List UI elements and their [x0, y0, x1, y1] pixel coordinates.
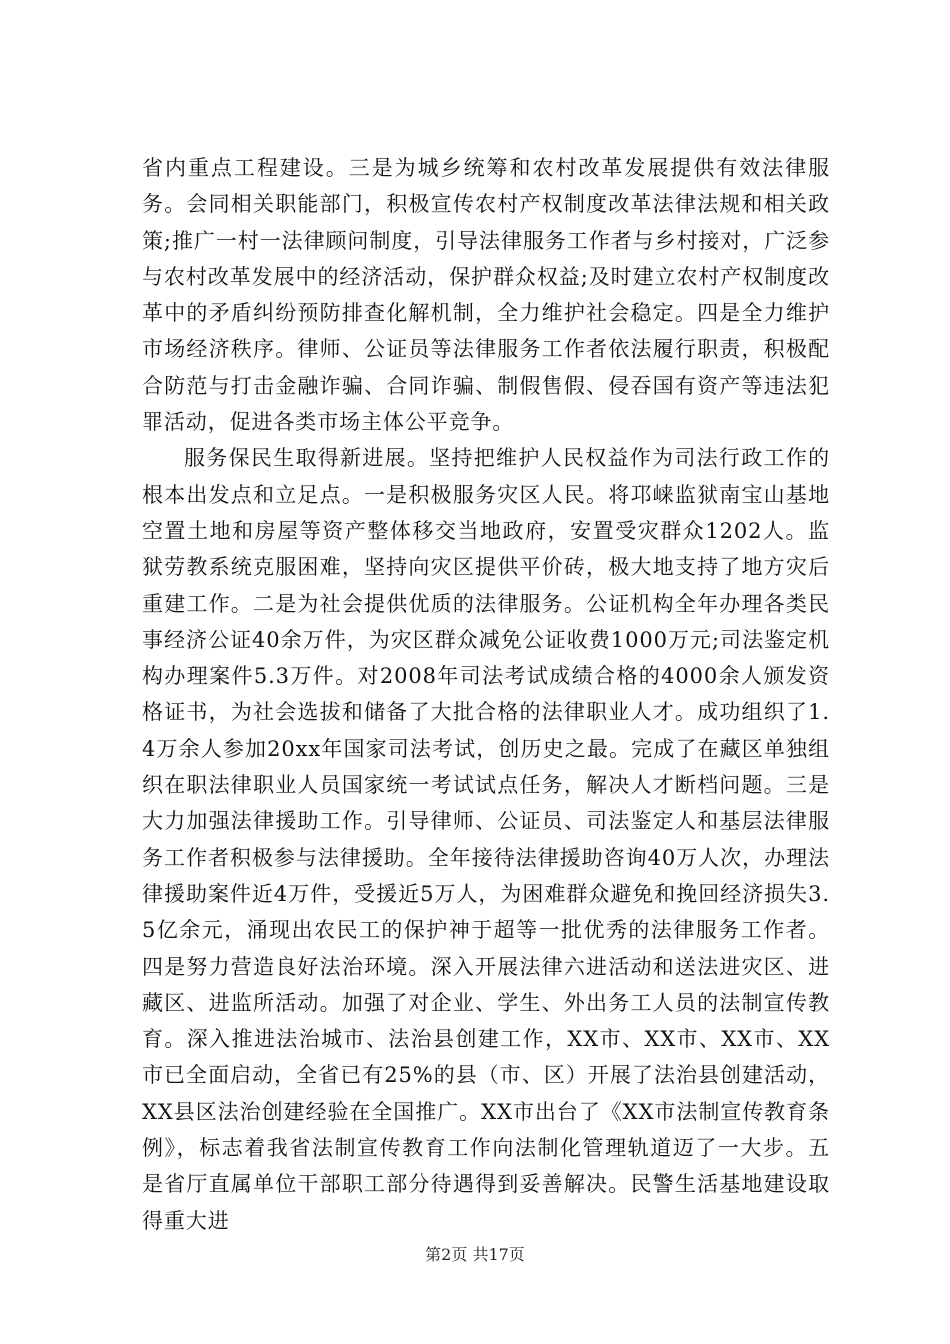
paragraph-1: 省内重点工程建设。三是为城乡统筹和农村改革发展提供有效法律服务。会同相关职能部门，积极宣传农村产权制度改革法律法规和相关政策;推广一村一法律顾问制度，引导法律服务工作者与乡村接对，广泛参与农村改革发展中的经济活动，保护群众权益;及时建立农村产权制度改革中的矛盾纠纷预防排查化解机制，全力维护社会稳定。四是全力维护市场经济秩序。律师、公证员等法律服务工作者依法履行职责，积极配合防范与打击金融诈骗、合同诈骗、制假售假、侵吞国有资产等违法犯罪活动，促进各类市场主体公平竞争。 — [142, 156, 830, 435]
page-number: 第2页 共17页 — [425, 1245, 525, 1264]
page-footer — [0, 1245, 950, 1265]
paragraph-2: 服务保民生取得新进展。坚持把维护人民权益作为司法行政工作的根本出发点和立足点。一是积极服务灾区人民。将邛崃监狱南宝山基地空置土地和房屋等资产整体移交当地政府，安置受灾群众1202人。监狱劳教系统克服困难，坚持向灾区提供平价砖，极大地支持了地方灾后重建工作。二是为社会提供优质的法律服务。公证机构全年办理各类民事经济公证40余万件，为灾区群众减免公证收费1000万元;司法鉴定机构办理案件5.3万件。对2008年司法考试成绩合格的4000余人颁发资格证书，为社会选拔和储备了大批合格的法律职业人才。成功组织了1.4万余人参加20xx年国家司法考试，创历史之最。完成了在藏区单独组织在职法律职业人员国家统一考试试点任务，解决人才断档问题。三是大力加强法律援助工作。引导律师、公证员、司法鉴定人和基层法律服务工作者积极参与法律援助。全年接待法律援助咨询40万人次，办理法律援助案件近4万件，受援近5万人，为困难群众避免和挽回经济损失3.5亿余元，涌现出农民工的保护神于超等一批优秀的法律服务工作者。四是努力营造良好法治环境。深入开展法律六进活动和送法进灾区、进藏区、进监所活动。加强了对企业、学生、外出务工人员的法制宣传教育。深入推进法治城市、法治县创建工作，XX市、XX市、XX市、XX市已全面启动，全省已有25%的县（市、区）开展了法治县创建活动，XX县区法治创建经验在全国推广。XX市出台了《XX市法制宣传教育条例》，标志着我省法制宣传教育工作向法制化管理轨道迈了一大步。五是省厅直属单位干部职工部分待遇得到妥善解决。民警生活基地建设取得重大进 — [142, 446, 830, 1233]
document-body — [142, 150, 830, 1239]
